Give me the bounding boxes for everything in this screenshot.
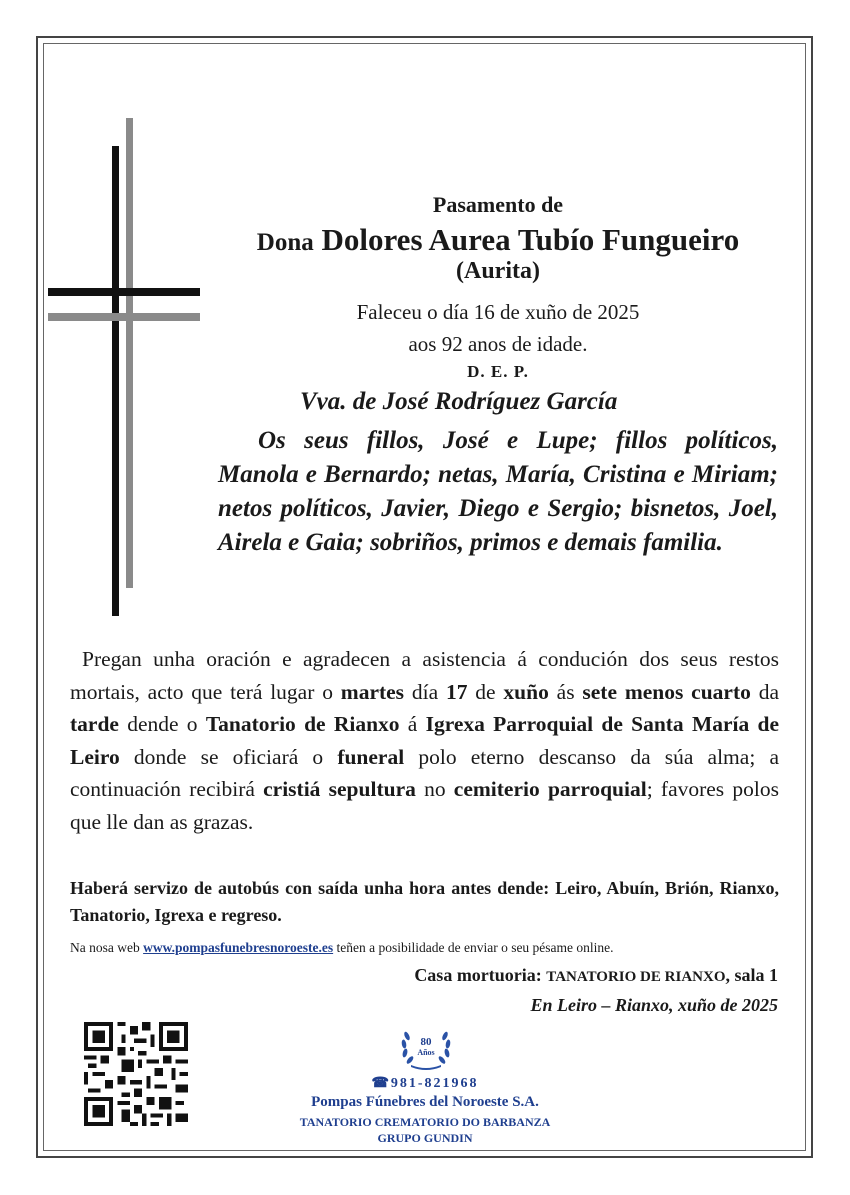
company-name: Pompas Fúnebres del Noroeste S.A. xyxy=(311,1094,539,1110)
name-prefix: Dona xyxy=(256,229,314,256)
full-name: Dolores Aurea Tubío Fungueiro xyxy=(321,222,740,257)
bus-notice: Haberá servizo de autobús con saída unha hora antes dende: Leiro, Abuín, Brión, Rianxo, Tanatorio, Igrexa e regreso. xyxy=(70,878,779,925)
deceased-name xyxy=(200,222,796,258)
phone-number: ☎981-821968 xyxy=(371,1076,479,1091)
intro-heading: Pasamento de xyxy=(432,192,564,217)
widow-line: Vva. de José Rodríguez García xyxy=(300,388,618,415)
dep-line: D. E. P. xyxy=(467,362,529,381)
anniversary-badge-icon xyxy=(397,1022,455,1070)
age-line: aos 92 anos de idade. xyxy=(408,332,588,356)
cross-icon xyxy=(48,118,200,618)
house-line: Casa mortuoria: TANATORIO DE RIANXO, sala 1 xyxy=(414,965,778,985)
crematorium-name: TANATORIO CREMATORIO DO BARBANZA xyxy=(299,1115,551,1129)
ceremony-text: Pregan unha oración e agradecen a asistencia á condución dos seus restos mortais, acto que terá lugar o martes día 17 de xuño ás sete menos cuarto da tarde dende o Tanatorio de Rianxo á Igrexa Parroquial de Santa María de Leiro donde se oficiará o funeral polo eterno descanso da súa alma; a continuación recibirá cristiá sepultura no cemiterio parroquial; favores polos que lle dan as grazas. xyxy=(70,647,780,834)
web-notice: Na nosa web www.pompasfunebresnoroeste.es teñen a posibilidade de enviar o seu pésame online. xyxy=(70,940,614,955)
badge-number: 80 xyxy=(420,1036,432,1048)
qr-code-icon[interactable] xyxy=(84,1022,188,1126)
nickname: (Aurita) xyxy=(456,258,540,284)
group-name: GRUPO GUNDIN xyxy=(377,1131,473,1145)
website-link[interactable]: www.pompasfunebresnoroeste.es xyxy=(143,940,334,955)
family-list: Os seus fillos, José e Lupe; fillos políticos, Manola e Bernardo; netas, María, Cristina e Miriam; netos políticos, Javier, Diego e Sergio; bisnetos, Joel, Airela e Gaia; sobriños, primos e demais familia. xyxy=(218,427,778,556)
badge-word: Años xyxy=(417,1048,435,1057)
place-date: En Leiro – Rianxo, xuño de 2025 xyxy=(530,995,778,1015)
death-date: Faleceu o día 16 de xuño de 2025 xyxy=(356,300,640,324)
